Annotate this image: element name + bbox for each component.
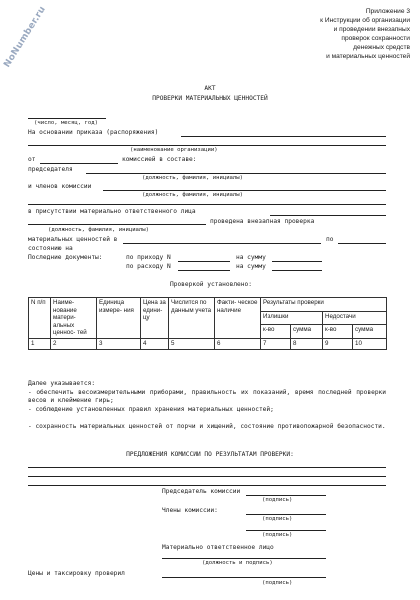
col-results-header: Результаты проверки <box>261 298 387 312</box>
appendix-line: денежных средств <box>353 44 410 51</box>
appendix-line: проверок сохранности <box>341 35 410 42</box>
col-listed-header: Числится по данным учета <box>169 298 215 339</box>
col-surplus-header: Излишки <box>261 311 323 325</box>
date-field[interactable] <box>28 118 106 119</box>
values-label: материальных ценностей в <box>28 236 118 243</box>
col-name-header: Наиме- нование матери- альных ценнос- тей <box>51 298 97 339</box>
member1-signature-field[interactable] <box>246 514 326 515</box>
sign-hint-3: (подпись) <box>262 532 293 538</box>
org-hint: (наименование организации) <box>130 147 218 153</box>
as-of-label: по <box>326 236 334 243</box>
responsible-label: Материально ответственное лицо <box>162 544 274 551</box>
checked-signature-field[interactable] <box>162 577 326 578</box>
checked-label: Цены и таксировку проверил <box>28 570 125 577</box>
expense-label: по расходу N <box>126 263 171 270</box>
appendix-line: к Инструкции об организации <box>320 17 410 24</box>
chairman-label: председателя <box>28 166 73 173</box>
chairman-field[interactable] <box>86 173 386 174</box>
pos-hint-1: (должность, фамилия, инициалы) <box>142 175 244 181</box>
appendix-line: Приложение 3 <box>365 8 410 15</box>
col-number: 3 <box>97 338 141 349</box>
surprise-label: проведена внезапная проверка <box>210 218 315 225</box>
col-number: 8 <box>291 338 323 349</box>
basis-field-2[interactable] <box>28 145 386 146</box>
amount1-field[interactable] <box>272 261 322 262</box>
col-number: 10 <box>353 338 387 349</box>
doc-title: АКТ <box>204 85 216 92</box>
appendix-line: и проведении внезапных <box>333 26 410 33</box>
members-label: и членов комиссии <box>28 183 92 190</box>
members-field-2[interactable] <box>28 204 386 205</box>
from-field[interactable] <box>40 163 118 164</box>
inventory-table <box>28 297 387 350</box>
sign-hint-4: (подпись) <box>262 580 293 586</box>
appendix-line: и материальных ценностей <box>326 53 410 60</box>
col-number: 6 <box>215 338 261 349</box>
chairman-sign-label: Председатель комиссии <box>162 488 241 495</box>
established-label: Проверкой установлено: <box>170 281 252 288</box>
col-number: 2 <box>51 338 97 349</box>
values-field[interactable] <box>123 243 321 244</box>
sign-hint-1: (подпись) <box>262 497 293 503</box>
col-number: 4 <box>141 338 169 349</box>
members-sign-label: Члены комиссии: <box>162 507 218 514</box>
last-docs-label: Последние документы: <box>28 254 103 261</box>
as-of-field[interactable] <box>338 243 386 244</box>
commission-label: комиссией в составе: <box>122 156 197 163</box>
member2-signature-field[interactable] <box>246 530 326 531</box>
responsible-signature-field[interactable] <box>162 558 326 559</box>
amount2-label: на сумму <box>236 263 266 270</box>
col-number: 5 <box>169 338 215 349</box>
col-unit-header: Единица измере- ния <box>97 298 141 339</box>
proposal-line[interactable] <box>28 485 386 486</box>
expense-field[interactable] <box>178 270 230 271</box>
amount1-label: на сумму <box>236 254 266 261</box>
proposals-heading: ПРЕДЛОЖЕНИЯ КОМИССИИ ПО РЕЗУЛЬТАТАМ ПРОВЕРКИ: <box>126 451 294 458</box>
col-number: 9 <box>323 338 353 349</box>
col-number: 7 <box>261 338 291 349</box>
doc-subtitle: ПРОВЕРКИ МАТЕРИАЛЬНЫХ ЦЕННОСТЕЙ <box>152 95 268 102</box>
income-field[interactable] <box>178 261 230 262</box>
members-field[interactable] <box>103 190 386 191</box>
presence-field-2[interactable] <box>28 224 206 225</box>
further-intro: Далее указывается: <box>28 380 96 387</box>
col-num-header: N п/п <box>29 298 51 339</box>
income-label: по приходу N <box>126 254 171 261</box>
further-item-2: - соблюдение установленных правил хранения материальных ценностей; <box>28 406 274 413</box>
col-sum2-header: сумма <box>353 325 387 339</box>
proposal-line[interactable] <box>28 467 386 468</box>
col-shortage-header: Недостачи <box>323 311 387 325</box>
col-number: 1 <box>29 338 51 349</box>
pos-hint-3: (должность, фамилия, инициалы) <box>48 227 150 233</box>
presence-label: в присутствии материально ответственного лица <box>28 208 196 215</box>
presence-field[interactable] <box>270 215 386 216</box>
basis-label: На основании приказа (распоряжения) <box>28 129 159 136</box>
further-item-3: - сохранность материальных ценностей от порчи и хищений, состояние противопожарной безопасности. <box>28 423 386 430</box>
basis-field[interactable] <box>181 136 386 137</box>
col-price-header: Цена за едини- цу <box>141 298 169 339</box>
from-label: от <box>28 156 36 163</box>
further-item-1: - обеспечить весоизмерительными приборами, правильность их показаний, время последней проверки весов и клеймение гирь; <box>28 389 386 405</box>
chairman-signature-field[interactable] <box>246 495 326 496</box>
amount2-field[interactable] <box>272 270 322 271</box>
pos-hint-2: (должность, фамилия, инициалы) <box>142 192 244 198</box>
col-actual-header: Факти- ческое наличие <box>215 298 261 339</box>
watermark: NoNumber.ru <box>2 4 49 70</box>
appendix-note <box>220 7 410 61</box>
proposal-line[interactable] <box>28 476 386 477</box>
date-hint: (число, месяц, год) <box>34 120 98 126</box>
col-sum1-header: сумма <box>291 325 323 339</box>
table-number-row <box>29 338 387 349</box>
state-label: состоянию на <box>28 245 73 252</box>
sign-hint-2: (подпись) <box>262 516 293 522</box>
col-qty2-header: к-во <box>323 325 353 339</box>
resp-hint: (должность и подпись) <box>202 560 273 566</box>
col-qty1-header: к-во <box>261 325 291 339</box>
